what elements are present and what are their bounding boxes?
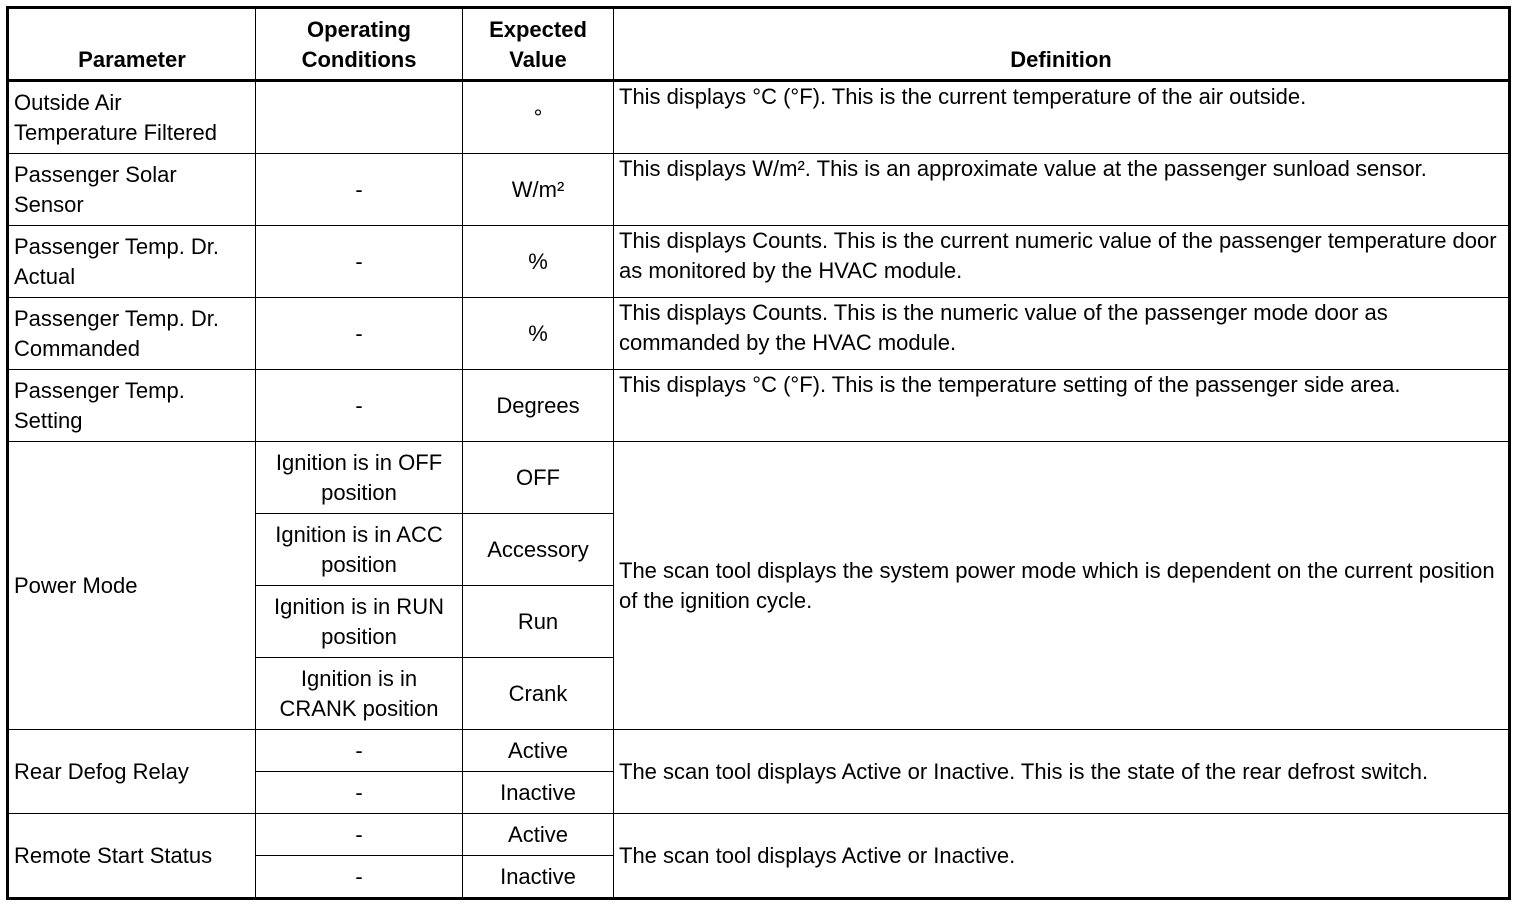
table-row [8, 814, 1510, 856]
definition-cell: This displays °C (°F). This is the current temperature of the air outside. [614, 81, 1510, 154]
condition-cell [256, 81, 463, 154]
value-cell: ° [463, 81, 614, 154]
parameter-cell: Power Mode [8, 442, 256, 730]
parameter-cell: Passenger Temp. Dr. Commanded [8, 298, 256, 370]
condition-cell: - [256, 730, 463, 772]
condition-cell: - [256, 226, 463, 298]
condition-cell: - [256, 154, 463, 226]
definition-cell: The scan tool displays Active or Inactive. This is the state of the rear defrost switch. [614, 730, 1510, 814]
table-row [8, 81, 1510, 154]
condition-cell: Ignition is in RUN position [256, 586, 463, 658]
definition-cell: This displays °C (°F). This is the temperature setting of the passenger side area. [614, 370, 1510, 442]
parameter-cell: Remote Start Status [8, 814, 256, 899]
parameter-cell: Passenger Solar Sensor [8, 154, 256, 226]
definition-cell: This displays W/m². This is an approximate value at the passenger sunload sensor. [614, 154, 1510, 226]
parameter-cell: Passenger Temp. Dr. Actual [8, 226, 256, 298]
condition-cell: - [256, 298, 463, 370]
parameter-table [6, 6, 1511, 900]
condition-cell: - [256, 370, 463, 442]
header-row [8, 8, 1510, 81]
parameter-cell: Outside Air Temperature Filtered [8, 81, 256, 154]
value-cell: Active [463, 814, 614, 856]
table-row [8, 442, 1510, 514]
value-cell: OFF [463, 442, 614, 514]
table-row [8, 298, 1510, 370]
header-expected-value: Expected Value [463, 8, 614, 81]
document-page [6, 6, 1511, 900]
table-row [8, 154, 1510, 226]
condition-cell: - [256, 814, 463, 856]
header-definition: Definition [614, 8, 1510, 81]
condition-cell: - [256, 772, 463, 814]
condition-cell: Ignition is in CRANK position [256, 658, 463, 730]
header-operating-conditions: Operating Conditions [256, 8, 463, 81]
condition-cell: Ignition is in ACC position [256, 514, 463, 586]
value-cell: Degrees [463, 370, 614, 442]
definition-cell: The scan tool displays the system power mode which is dependent on the current position of the ignition cycle. [614, 442, 1510, 730]
header-parameter: Parameter [8, 8, 256, 81]
definition-cell: The scan tool displays Active or Inactive. [614, 814, 1510, 899]
table-row [8, 226, 1510, 298]
table-row [8, 730, 1510, 772]
value-cell: Accessory [463, 514, 614, 586]
parameter-cell: Rear Defog Relay [8, 730, 256, 814]
value-cell: Inactive [463, 856, 614, 899]
value-cell: % [463, 298, 614, 370]
value-cell: W/m² [463, 154, 614, 226]
condition-cell: - [256, 856, 463, 899]
value-cell: Run [463, 586, 614, 658]
condition-cell: Ignition is in OFF position [256, 442, 463, 514]
definition-cell: This displays Counts. This is the current numeric value of the passenger temperature door as monitored by the HVAC module. [614, 226, 1510, 298]
definition-cell: This displays Counts. This is the numeric value of the passenger mode door as commanded by the HVAC module. [614, 298, 1510, 370]
table-row [8, 370, 1510, 442]
value-cell: % [463, 226, 614, 298]
value-cell: Crank [463, 658, 614, 730]
value-cell: Active [463, 730, 614, 772]
value-cell: Inactive [463, 772, 614, 814]
parameter-cell: Passenger Temp. Setting [8, 370, 256, 442]
